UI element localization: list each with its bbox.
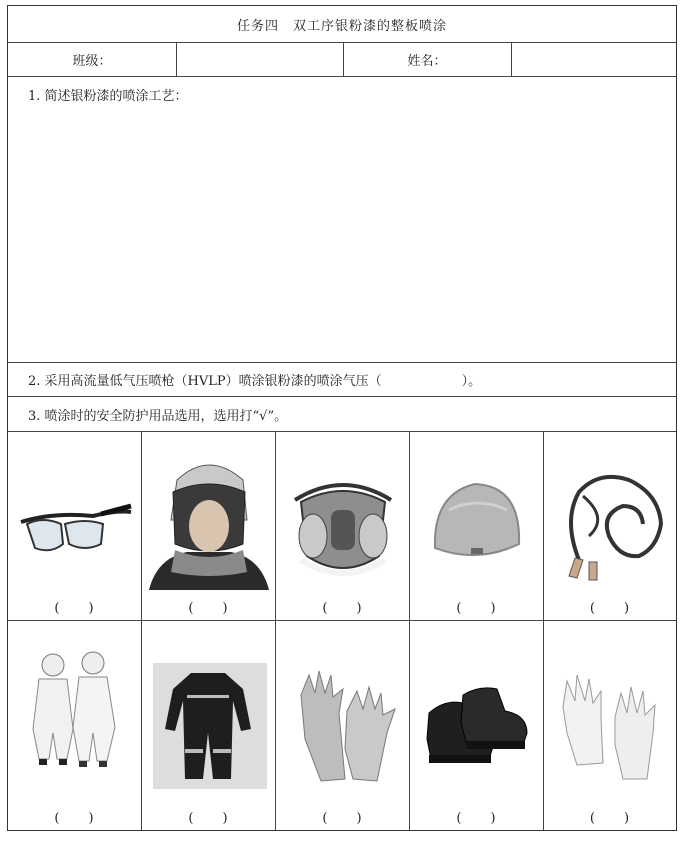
work-coverall-icon <box>147 629 271 789</box>
ppe-item <box>276 621 410 830</box>
question-3 <box>8 397 676 432</box>
answer-blank[interactable]: ( ) <box>589 601 631 616</box>
ppe-item <box>142 621 276 830</box>
ppe-item <box>410 621 544 830</box>
page-title: 任务四 双工序银粉漆的整板喷涂 <box>8 6 676 43</box>
ppe-item <box>8 432 142 620</box>
answer-blank[interactable]: ( ) <box>54 601 95 616</box>
safety-shoes-icon <box>415 629 539 789</box>
answer-blank[interactable]: ( ) <box>188 811 229 826</box>
class-field[interactable] <box>176 43 344 76</box>
ppe-item <box>410 432 544 620</box>
safety-goggles-icon <box>13 440 137 590</box>
question-1 <box>8 77 676 363</box>
corded-earplugs-icon <box>549 440 673 590</box>
worksheet <box>7 5 677 831</box>
student-info-row <box>8 43 676 77</box>
ppe-item <box>276 432 410 620</box>
rubber-gloves-icon <box>281 629 405 789</box>
answer-blank[interactable]: ( ) <box>188 601 229 616</box>
ppe-row-1 <box>8 432 676 621</box>
question-2 <box>8 363 676 397</box>
face-shield-hood-icon <box>147 440 271 590</box>
answer-blank[interactable]: ( ) <box>589 811 631 826</box>
protective-suit-icon <box>13 629 137 789</box>
answer-blank[interactable]: ( ) <box>322 601 363 616</box>
question-2-prefix: 2. 采用高流量低气压喷枪（HVLP）喷涂银粉漆的喷涂气压（ <box>28 374 382 389</box>
dust-mask-icon <box>415 440 539 590</box>
answer-blank[interactable]: ( ) <box>54 811 95 826</box>
answer-blank[interactable]: ( ) <box>456 811 497 826</box>
answer-blank[interactable]: ( ) <box>456 601 497 616</box>
question-1-text: 1. 简述银粉漆的喷涂工艺： <box>28 88 188 104</box>
question-3-text: 3. 喷涂时的安全防护用品选用，选用打“√”。 <box>28 408 288 424</box>
question-2-suffix: ）。 <box>461 374 482 389</box>
question-1-answer-area[interactable] <box>8 111 676 362</box>
cotton-gloves-icon <box>549 629 673 789</box>
ppe-row-2 <box>8 621 676 830</box>
class-label: 班级： <box>8 43 177 76</box>
answer-blank[interactable]: ( ) <box>322 811 363 826</box>
name-label: 姓名： <box>343 43 512 76</box>
ppe-item <box>544 621 676 830</box>
ppe-item <box>142 432 276 620</box>
ppe-item <box>544 432 676 620</box>
name-field[interactable] <box>511 43 676 76</box>
respirator-mask-icon <box>281 440 405 590</box>
ppe-item <box>8 621 142 830</box>
